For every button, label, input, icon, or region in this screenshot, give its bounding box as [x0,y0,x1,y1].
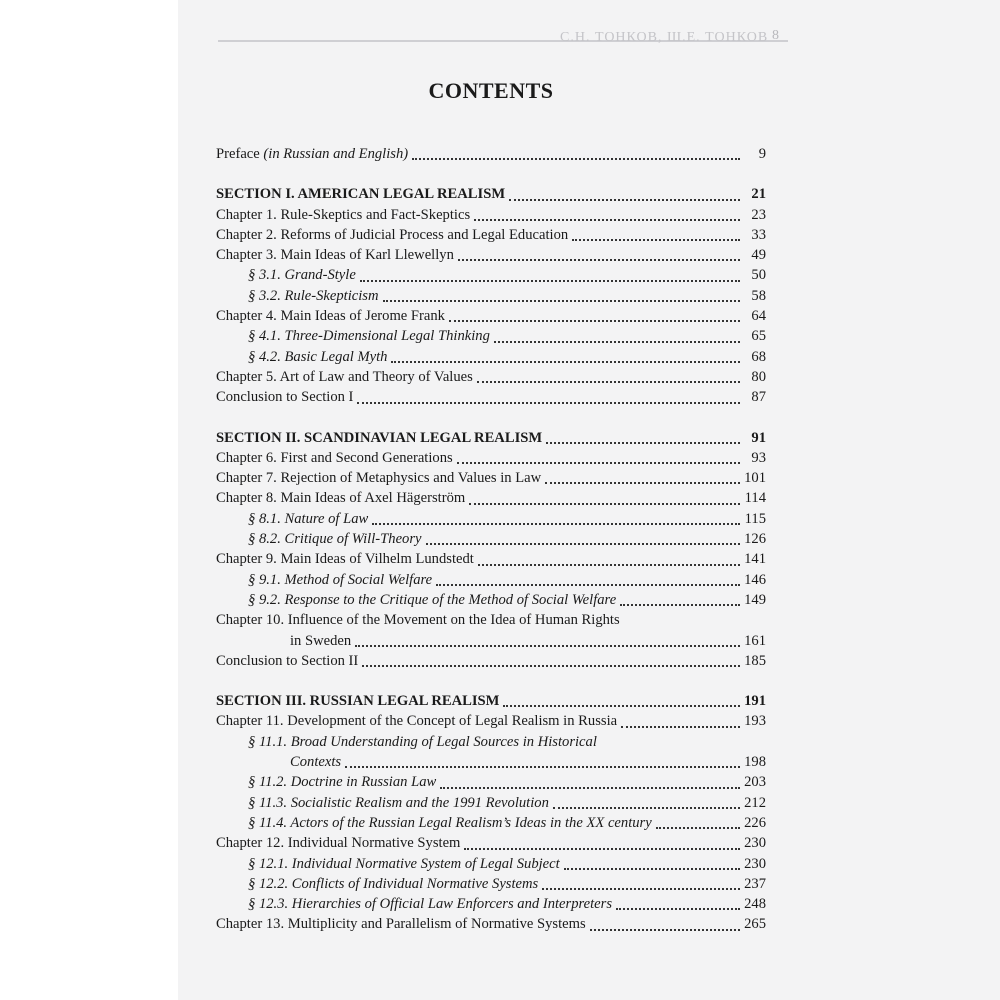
toc-entry: Chapter 10. Influence of the Movement on the Idea of Human Rights [216,612,620,629]
table-of-contents [216,78,766,935]
toc-subentry: § 9.1. Method of Social Welfare 146 [248,571,766,588]
toc-entry: Chapter 1. Rule-Skeptics and Fact-Skeptics 23 [216,206,766,223]
toc-subentry: § 3.1. Grand-Style 50 [248,267,766,284]
toc-entry-continuation: in Sweden 161 [290,632,766,649]
toc-entry: Chapter 8. Main Ideas of Axel Hägerström 114 [216,490,766,507]
toc-entry: Chapter 3. Main Ideas of Karl Llewellyn 49 [216,247,766,264]
toc-entry: Chapter 5. Art of Law and Theory of Values 80 [216,368,766,385]
toc-entry: Chapter 6. First and Second Generations 93 [216,449,766,466]
toc-section-heading: SECTION III. RUSSIAN LEGAL REALISM 191 [216,693,766,710]
toc-entry: Chapter 4. Main Ideas of Jerome Frank 64 [216,308,766,325]
toc-entry: Conclusion to Section I 87 [216,389,766,406]
bleed-through-header: С.Н. ТОНКОВ, Ш.Е. ТОНКОВ [560,30,769,45]
toc-subentry-continuation: Contexts 198 [290,754,766,771]
toc-section-heading: SECTION II. SCANDINAVIAN LEGAL REALISM 91 [216,429,766,446]
toc-subentry: § 12.1. Individual Normative System of Legal Subject 230 [248,855,766,872]
toc-entry: Chapter 9. Main Ideas of Vilhelm Lundstedt 141 [216,551,766,568]
toc-subentry: § 11.3. Socialistic Realism and the 1991 Revolution 212 [248,794,766,811]
toc-subentry: § 8.2. Critique of Will-Theory 126 [248,531,766,548]
toc-subentry: § 11.4. Actors of the Russian Legal Realism’s Ideas in the XX century 226 [248,814,766,831]
toc-entry: Chapter 13. Multiplicity and Parallelism of Normative Systems 265 [216,916,766,933]
page-title: CONTENTS [428,78,554,103]
toc-entry-preface: Preface (in Russian and English) 9 [216,146,766,162]
toc-subentry: § 8.1. Nature of Law 115 [248,510,766,527]
toc-subentry: § 11.2. Doctrine in Russian Law 203 [248,774,766,791]
toc-subentry: § 12.2. Conflicts of Individual Normative Systems 237 [248,875,766,892]
toc-entry: Chapter 11. Development of the Concept of Legal Realism in Russia 193 [216,713,766,730]
toc-subentry: § 12.3. Hierarchies of Official Law Enforcers and Interpreters 248 [248,896,766,913]
toc-subentry: § 4.1. Three-Dimensional Legal Thinking 65 [248,328,766,345]
toc-entry: Chapter 2. Reforms of Judicial Process and Legal Education 33 [216,226,766,243]
toc-entry: Chapter 7. Rejection of Metaphysics and Values in Law 101 [216,470,766,487]
toc-subentry: § 11.1. Broad Understanding of Legal Sources in Historical [248,733,597,750]
toc-entry: Conclusion to Section II 185 [216,652,766,669]
toc-subentry: § 3.2. Rule-Skepticism 58 [248,287,766,304]
toc-entry: Chapter 12. Individual Normative System 230 [216,835,766,852]
toc-subentry: § 4.2. Basic Legal Myth 68 [248,348,766,365]
toc-section-heading: SECTION I. AMERICAN LEGAL REALISM 21 [216,186,766,203]
toc-subentry: § 9.2. Response to the Critique of the Method of Social Welfare 149 [248,591,766,608]
page-number: 8 [772,28,779,43]
